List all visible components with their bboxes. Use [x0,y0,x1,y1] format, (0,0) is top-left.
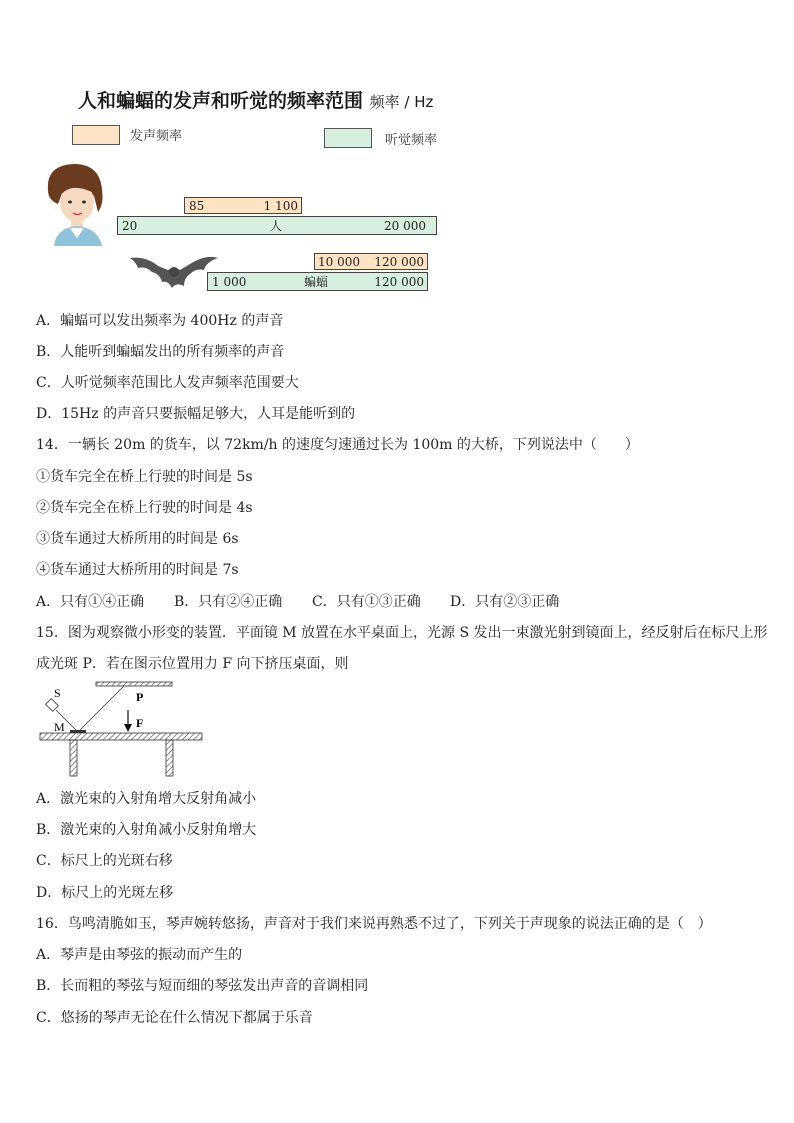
q14-option-d: D．只有②③正确 [450,594,560,610]
bat-hear-name: 蝙蝠 [304,275,329,289]
label-p: P [136,690,144,704]
figure-title [78,86,433,113]
bat-hear-high: 120 000 [374,275,424,289]
legend-label-emit: 发声频率 [130,129,183,144]
q15-option-d: D．标尺上的光斑左移 [36,885,174,901]
q16-option-c: C．悠扬的琴声无论在什么情况下都属于乐音 [36,1010,313,1026]
q16-stem: 16．鸟鸣清脆如玉，琴声婉转悠扬，声音对于我们来说再熟悉不过了，下列关于声现象的说法正确的是（ ） [36,916,712,932]
q15-option-b: B．激光束的入射角减小反射角增大 [36,822,257,838]
q14-option-a: A．只有①④正确 [36,594,145,610]
bat-emit-high: 120 000 [374,255,424,269]
human-hear-name: 人 [270,219,283,233]
q14-statement-4: ④货车通过大桥所用的时间是 7s [36,562,239,578]
human-emit-bar [184,197,302,214]
q13-option-c: C．人听觉频率范围比人发声频率范围要大 [36,375,299,391]
bat-emit-low: 10 000 [318,255,360,269]
q16-option-b: B．长而粗的琴弦与短而细的琴弦发出声音的音调相同 [36,978,369,994]
woman-illustration [40,160,114,246]
q15-option-a: A．激光束的入射角增大反射角减小 [36,791,257,807]
q14-options [36,593,559,611]
legend-swatch-emit [72,125,120,145]
deformation-apparatus-diagram [38,680,206,780]
q16-option-a: A．琴声是由琴弦的振动而产生的 [36,947,243,963]
q13-option-a: A．蝙蝠可以发出频率为 400Hz 的声音 [36,313,284,329]
human-emit-high: 1 100 [263,199,298,213]
q14-statement-1: ①货车完全在桥上行驶的时间是 5s [36,469,253,485]
q13-option-d: D．15Hz 的声音只要振幅足够大，人耳是能听到的 [36,406,356,422]
q14-stem: 14．一辆长 20m 的货车，以 72km/h 的速度匀速通过长为 100m 的大桥，下列说法中（ ） [36,437,639,453]
bat-hear-low: 1 000 [212,275,247,289]
label-s: S [54,686,61,700]
q15-stem-line2: 成光斑 P．若在图示位置用力 F 向下挤压桌面，则 [36,656,349,672]
human-hear-high: 20 000 [384,219,426,233]
bat-hear-bar [207,272,428,291]
bat-emit-bar [314,253,428,270]
human-emit-low: 85 [189,199,205,213]
q14-option-b: B．只有②④正确 [174,594,283,610]
q14-statement-3: ③货车通过大桥所用的时间是 6s [36,531,239,547]
human-hear-bar [117,216,437,235]
human-hear-low: 20 [122,219,138,233]
legend-label-hear: 听觉频率 [385,133,438,148]
label-f: F [136,716,144,730]
q13-option-b: B．人能听到蝙蝠发出的所有频率的声音 [36,344,285,360]
label-m: M [54,720,65,734]
q15-option-c: C．标尺上的光斑右移 [36,853,173,869]
q14-statement-2: ②货车完全在桥上行驶的时间是 4s [36,500,253,516]
q14-option-c: C．只有①③正确 [312,594,421,610]
figure-unit: 频率 / Hz [369,93,434,111]
legend-swatch-hear [324,128,372,148]
figure-title-text: 人和蝙蝠的发声和听觉的频率范围 [78,90,364,112]
q15-stem-line1: 15．图为观察微小形变的装置．平面镜 M 放置在水平桌面上，光源 S 发出一束激光射到镜面上，经反射后在标尺上形 [36,625,768,641]
